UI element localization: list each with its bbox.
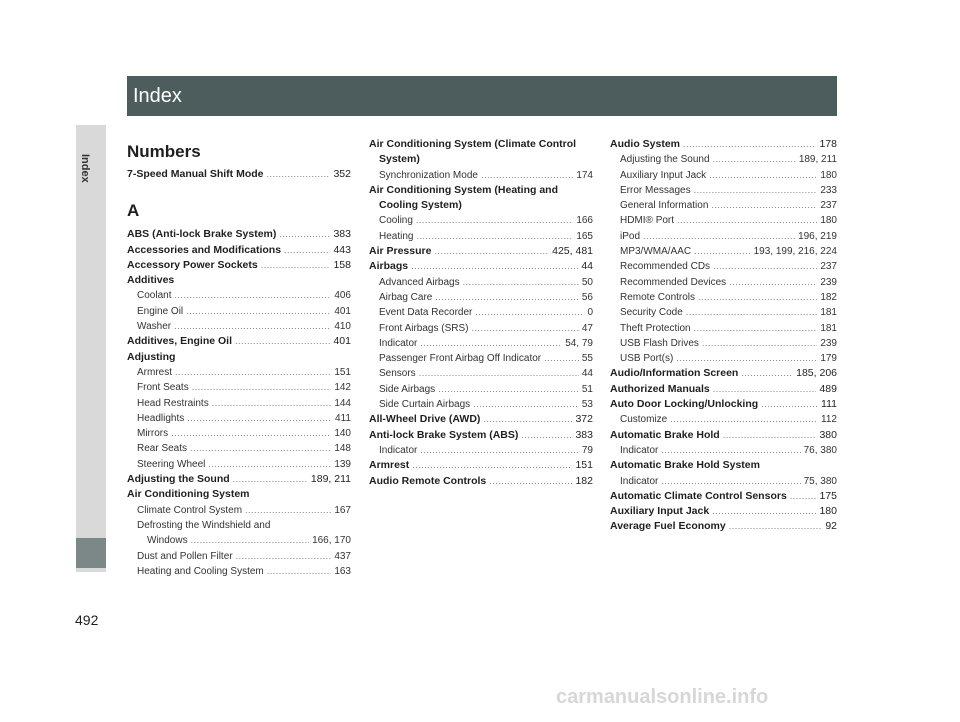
dot-leader (171, 426, 331, 441)
page-reference[interactable]: 166 (576, 215, 593, 227)
index-entry[interactable] (610, 397, 837, 412)
entry-text: Washer (137, 321, 172, 333)
entry-text: Front Seats (137, 382, 189, 394)
dot-leader (709, 168, 817, 183)
dot-leader (729, 519, 823, 534)
index-subentry[interactable] (127, 533, 351, 548)
dot-leader (698, 290, 817, 305)
dot-leader (677, 213, 817, 228)
index-entry[interactable] (610, 519, 837, 534)
entry-text: Windows (147, 535, 188, 547)
entry-text: USB Port(s) (620, 353, 674, 365)
index-subentry[interactable] (610, 321, 837, 336)
entry-text: Sensors (379, 368, 416, 380)
index-subentry[interactable] (127, 426, 351, 441)
dot-leader (761, 397, 818, 412)
dot-leader (187, 411, 332, 426)
dot-leader (489, 474, 572, 489)
dot-leader (702, 336, 817, 351)
entry-text: USB Flash Drives (620, 337, 699, 349)
entry-text: Event Data Recorder (379, 307, 473, 319)
dot-leader (208, 457, 331, 472)
entry-text: Customize (620, 414, 668, 426)
page-reference[interactable]: 44 (581, 368, 593, 380)
page-reference[interactable]: 140 (334, 428, 351, 440)
header-bar (127, 76, 837, 116)
dot-leader (267, 564, 332, 579)
page-reference[interactable]: 51 (581, 383, 593, 395)
entry-text: Accessories and Modifications (127, 243, 282, 256)
dot-leader (174, 319, 331, 334)
entry-text: Synchronization Mode (379, 169, 478, 181)
page-reference[interactable]: 151 (334, 366, 351, 378)
dot-leader (284, 243, 330, 258)
entry-text: Anti-lock Brake System (ABS) (369, 428, 519, 441)
page-reference[interactable]: 47 (581, 322, 593, 334)
page-reference[interactable]: 50 (581, 276, 593, 288)
dot-leader (661, 474, 800, 489)
page-reference[interactable]: 111 (821, 398, 837, 411)
entry-text: Auto Door Locking/Unlocking (610, 398, 759, 411)
index-entry[interactable] (610, 137, 837, 152)
index-heading (610, 458, 837, 473)
entry-text: Engine Oil (137, 305, 184, 317)
page-reference[interactable]: 411 (335, 412, 351, 424)
entry-text: Audio System (610, 138, 681, 150)
dot-leader (723, 428, 817, 443)
dot-leader (694, 321, 818, 336)
page-reference[interactable]: 174 (576, 169, 593, 181)
page-reference[interactable]: 237 (820, 200, 837, 212)
entry-text: 7-Speed Manual Shift Mode (127, 168, 264, 180)
entry-text: Additives, Engine Oil (127, 335, 233, 348)
index-subentry[interactable] (610, 183, 837, 198)
page-reference[interactable]: 139 (334, 458, 351, 470)
entry-text: Side Airbags (379, 383, 436, 395)
index-subentry[interactable] (610, 351, 837, 366)
dot-leader (191, 533, 309, 548)
index-entry[interactable] (369, 474, 593, 489)
index-subentry[interactable] (369, 213, 593, 228)
entry-text: Auxiliary Input Jack (620, 169, 707, 181)
side-tab-label: Index (79, 154, 91, 183)
entry-text: Automatic Climate Control Sensors (610, 489, 787, 502)
dot-leader (245, 503, 331, 518)
dot-leader (236, 549, 332, 564)
index-subentry[interactable] (610, 443, 837, 458)
entry-text: Average Fuel Economy (610, 520, 726, 533)
dot-leader (174, 288, 331, 303)
index-subentry[interactable] (127, 503, 351, 518)
page-reference[interactable]: 233 (820, 184, 837, 196)
page-reference[interactable]: 166, 170 (312, 535, 351, 547)
entry-text: iPod (620, 230, 641, 242)
page-reference[interactable]: 193, 199, 216, 224 (753, 246, 837, 258)
page-reference[interactable]: 437 (334, 550, 351, 562)
page-reference[interactable]: 56 (581, 291, 593, 303)
entry-text: General Information (620, 200, 709, 212)
dot-leader (261, 258, 331, 273)
dot-leader (713, 152, 796, 167)
dot-leader (713, 382, 817, 397)
page-reference[interactable]: 182 (575, 474, 593, 487)
entry-text: Audio Remote Controls (369, 474, 487, 487)
index-subentry[interactable] (610, 229, 837, 244)
index-subentry[interactable] (369, 336, 593, 351)
entry-text: Heating (379, 230, 414, 242)
dot-leader (483, 412, 572, 427)
index-entry[interactable] (610, 382, 837, 397)
page-reference[interactable]: 163 (334, 565, 351, 577)
dot-leader (438, 382, 579, 397)
index-subentry[interactable] (127, 441, 351, 456)
index-heading (369, 183, 593, 198)
index-entry[interactable] (610, 504, 837, 519)
page-reference[interactable]: 167 (334, 504, 351, 516)
index-subentry[interactable] (127, 319, 351, 334)
dot-leader (416, 229, 573, 244)
dot-leader (475, 305, 584, 320)
index-subentry[interactable] (127, 549, 351, 564)
page-reference[interactable]: 443 (333, 243, 351, 256)
dot-leader (420, 336, 562, 351)
entry-text: Advanced Airbags (379, 276, 460, 288)
page-reference[interactable]: 54, 79 (565, 337, 593, 349)
dot-leader (676, 351, 817, 366)
entry-text: Front Airbags (SRS) (379, 322, 469, 334)
index-heading (369, 152, 593, 167)
dot-leader (473, 397, 579, 412)
index-entry[interactable] (369, 412, 593, 427)
index-entry[interactable] (369, 259, 593, 274)
page-reference[interactable]: 53 (581, 399, 593, 411)
dot-leader (212, 396, 332, 411)
dot-leader (435, 290, 579, 305)
index-subentry[interactable] (127, 288, 351, 303)
index-column-3 (610, 137, 837, 535)
dot-leader (186, 304, 331, 319)
dot-leader (175, 365, 331, 380)
page-reference[interactable]: 380 (819, 428, 837, 441)
entry-text: Cooling (379, 215, 413, 227)
index-heading (127, 273, 351, 288)
page-reference[interactable]: 181 (820, 307, 837, 319)
page-reference[interactable]: 148 (334, 443, 351, 455)
entry-text: Air Conditioning System (Heating and (369, 183, 559, 196)
entry-text: Cooling System) (379, 199, 462, 212)
entry-text: Defrosting the Windshield and (137, 519, 271, 531)
entry-text: Automatic Brake Hold (610, 428, 720, 441)
index-subentry[interactable] (610, 305, 837, 320)
page-reference[interactable]: 489 (819, 382, 837, 395)
dot-leader (419, 366, 579, 381)
entry-text: Climate Control System (137, 504, 243, 516)
page-reference[interactable]: 151 (575, 459, 593, 472)
entry-text: System) (379, 153, 420, 166)
page-reference[interactable]: 189, 211 (310, 473, 351, 486)
entry-text: Coolant (137, 290, 172, 302)
page-reference[interactable]: 196, 219 (798, 230, 837, 242)
dot-leader (713, 259, 817, 274)
entry-text: Armrest (137, 366, 172, 378)
entry-text: Side Curtain Airbags (379, 399, 471, 411)
dot-leader (279, 227, 330, 242)
entry-text: Automatic Brake Hold System (610, 459, 760, 472)
index-subentry (127, 518, 351, 533)
entry-text: Indicator (620, 475, 659, 487)
index-subentry[interactable] (369, 229, 593, 244)
page-reference[interactable]: 180 (820, 215, 837, 227)
entry-text: Indicator (379, 444, 418, 456)
dot-leader (412, 458, 572, 473)
index-subentry[interactable] (127, 380, 351, 395)
entry-text: Air Conditioning System (Climate Control (369, 138, 577, 150)
index-entry[interactable] (127, 334, 351, 349)
page-reference[interactable]: 175 (819, 489, 837, 502)
entry-text: Airbag Care (379, 291, 433, 303)
entry-text: Security Code (620, 307, 683, 319)
dot-leader (790, 489, 817, 504)
index-subentry[interactable] (369, 397, 593, 412)
index-entry[interactable] (127, 167, 351, 182)
page-reference[interactable]: 181 (820, 322, 837, 334)
index-subentry[interactable] (369, 290, 593, 305)
index-column-1 (127, 141, 351, 579)
dot-leader (661, 443, 800, 458)
page-reference[interactable]: 144 (334, 397, 351, 409)
letter-heading: A (127, 201, 140, 221)
index-entry[interactable] (369, 428, 593, 443)
dot-leader (233, 472, 308, 487)
dot-leader (267, 167, 331, 182)
dot-leader (683, 137, 816, 152)
dot-leader (670, 412, 818, 427)
dot-leader (481, 168, 573, 183)
index-subentry[interactable] (610, 198, 837, 213)
entry-text: Adjusting (127, 350, 176, 363)
page-reference[interactable]: 44 (581, 260, 593, 273)
dot-leader (694, 244, 750, 259)
index-subentry[interactable] (127, 564, 351, 579)
entry-text: Heating and Cooling System (137, 565, 264, 577)
page-reference[interactable]: 352 (333, 168, 351, 180)
index-heading (369, 198, 593, 213)
page-reference[interactable]: 239 (820, 276, 837, 288)
page-reference[interactable]: 237 (820, 261, 837, 273)
page-reference[interactable]: 165 (576, 230, 593, 242)
dot-leader (643, 229, 795, 244)
page-reference[interactable]: 178 (819, 138, 837, 150)
entry-text: Air Conditioning System (127, 488, 250, 501)
index-subentry[interactable] (369, 382, 593, 397)
page-reference[interactable]: 383 (575, 428, 593, 441)
page-reference[interactable]: 142 (334, 382, 351, 394)
page-reference[interactable]: 189, 211 (798, 154, 837, 166)
index-entry[interactable] (610, 489, 837, 504)
index-subentry[interactable] (610, 412, 837, 427)
entry-text: Authorized Manuals (610, 382, 710, 395)
dot-leader (544, 351, 579, 366)
entry-text: Adjusting the Sound (620, 154, 710, 166)
page-reference[interactable]: 79 (581, 444, 593, 456)
index-subentry[interactable] (610, 152, 837, 167)
dot-leader (729, 275, 817, 290)
entry-text: Passenger Front Airbag Off Indicator (379, 353, 542, 365)
page-reference[interactable]: 182 (820, 291, 837, 303)
index-subentry[interactable] (610, 168, 837, 183)
index-subentry[interactable] (369, 321, 593, 336)
entry-text: Adjusting the Sound (127, 473, 230, 486)
entry-text: Air Pressure (369, 245, 432, 258)
index-subentry[interactable] (127, 365, 351, 380)
index-heading (127, 350, 351, 365)
page-reference[interactable]: 383 (333, 228, 351, 241)
page-title: Index (133, 85, 182, 107)
entry-text: Recommended Devices (620, 276, 727, 288)
page-reference[interactable]: 372 (575, 413, 593, 426)
index-subentry[interactable] (610, 275, 837, 290)
entry-text: Steering Wheel (137, 458, 206, 470)
entry-text: Armrest (369, 459, 410, 472)
page-reference[interactable]: 185, 206 (796, 367, 837, 380)
index-subentry[interactable] (127, 396, 351, 411)
entry-text: Error Messages (620, 184, 691, 196)
index-subentry[interactable] (610, 244, 837, 259)
entry-text: Indicator (379, 337, 418, 349)
entry-text: Accessory Power Sockets (127, 258, 258, 271)
dot-leader (686, 305, 818, 320)
dot-leader (711, 198, 817, 213)
index-subentry[interactable] (127, 411, 351, 426)
page-reference[interactable]: 112 (821, 414, 837, 426)
entry-text: Dust and Pollen Filter (137, 550, 233, 562)
dot-leader (694, 183, 818, 198)
dot-leader (411, 259, 578, 274)
index-subentry[interactable] (127, 457, 351, 472)
entry-text: Headlights (137, 412, 185, 424)
page-reference[interactable]: 55 (581, 353, 593, 365)
entry-text: Airbags (369, 260, 409, 273)
dot-leader (521, 428, 572, 443)
entry-text: Mirrors (137, 428, 169, 440)
dot-leader (235, 334, 330, 349)
page-reference[interactable]: 401 (334, 305, 351, 317)
page-reference[interactable]: 180 (820, 169, 837, 181)
page-reference[interactable]: 92 (825, 520, 837, 533)
page-number: 492 (75, 612, 99, 628)
index-subentry[interactable] (610, 290, 837, 305)
entry-text: Auxiliary Input Jack (610, 505, 710, 518)
entry-text: Indicator (620, 444, 659, 456)
dot-leader (434, 244, 549, 259)
index-subentry[interactable] (369, 351, 593, 366)
dot-leader (416, 213, 573, 228)
entry-text: Head Restraints (137, 397, 209, 409)
page-reference[interactable]: 401 (333, 335, 351, 348)
page-reference[interactable]: 410 (334, 321, 351, 333)
page-reference[interactable]: 406 (334, 290, 351, 302)
entry-text: HDMI® Port (620, 215, 675, 227)
index-column-2 (369, 137, 593, 489)
index-heading (369, 137, 593, 152)
dot-leader (471, 321, 578, 336)
index-entry[interactable] (127, 472, 351, 487)
index-subentry[interactable] (610, 259, 837, 274)
index-subentry[interactable] (610, 336, 837, 351)
entry-text: ABS (Anti-lock Brake System) (127, 228, 277, 241)
page-reference[interactable]: 0 (587, 307, 593, 319)
page-reference[interactable]: 75, 380 (803, 475, 837, 487)
index-subentry[interactable] (369, 168, 593, 183)
dot-leader (420, 443, 579, 458)
index-subentry[interactable] (369, 305, 593, 320)
page-reference[interactable]: 239 (820, 337, 837, 349)
index-entry[interactable] (369, 458, 593, 473)
index-entry[interactable] (610, 428, 837, 443)
page-reference[interactable]: 158 (333, 258, 351, 271)
index-subentry[interactable] (369, 366, 593, 381)
watermark: carmanualsonline.info (556, 686, 769, 708)
entry-text: All-Wheel Drive (AWD) (369, 413, 481, 426)
index-heading (127, 487, 351, 502)
entry-text: Remote Controls (620, 291, 696, 303)
index-entry[interactable] (127, 258, 351, 273)
page-reference[interactable]: 425, 481 (552, 245, 593, 258)
dot-leader (712, 504, 816, 519)
entry-text: Audio/Information Screen (610, 367, 739, 380)
index-entry[interactable] (369, 244, 593, 259)
dot-leader (463, 275, 579, 290)
side-tab-marker (76, 538, 106, 568)
index-subentry[interactable] (127, 304, 351, 319)
index-entry[interactable] (610, 366, 837, 381)
section-heading: Numbers (127, 142, 201, 161)
entry-text: Theft Protection (620, 322, 691, 334)
page-reference[interactable]: 76, 380 (803, 444, 837, 456)
side-tab (76, 125, 106, 572)
index-subentry[interactable] (369, 275, 593, 290)
dot-leader (192, 380, 332, 395)
dot-leader (741, 366, 793, 381)
index-entry[interactable] (127, 227, 351, 242)
entry-text: MP3/WMA/AAC (620, 246, 692, 258)
index-subentry[interactable] (610, 213, 837, 228)
entry-text: Recommended CDs (620, 261, 711, 273)
index-subentry[interactable] (610, 474, 837, 489)
dot-leader (190, 441, 331, 456)
page-reference[interactable]: 180 (819, 505, 837, 518)
entry-text: Rear Seats (137, 443, 188, 455)
index-entry[interactable] (127, 243, 351, 258)
page-reference[interactable]: 179 (820, 353, 837, 365)
index-subentry[interactable] (369, 443, 593, 458)
entry-text: Additives (127, 274, 175, 287)
